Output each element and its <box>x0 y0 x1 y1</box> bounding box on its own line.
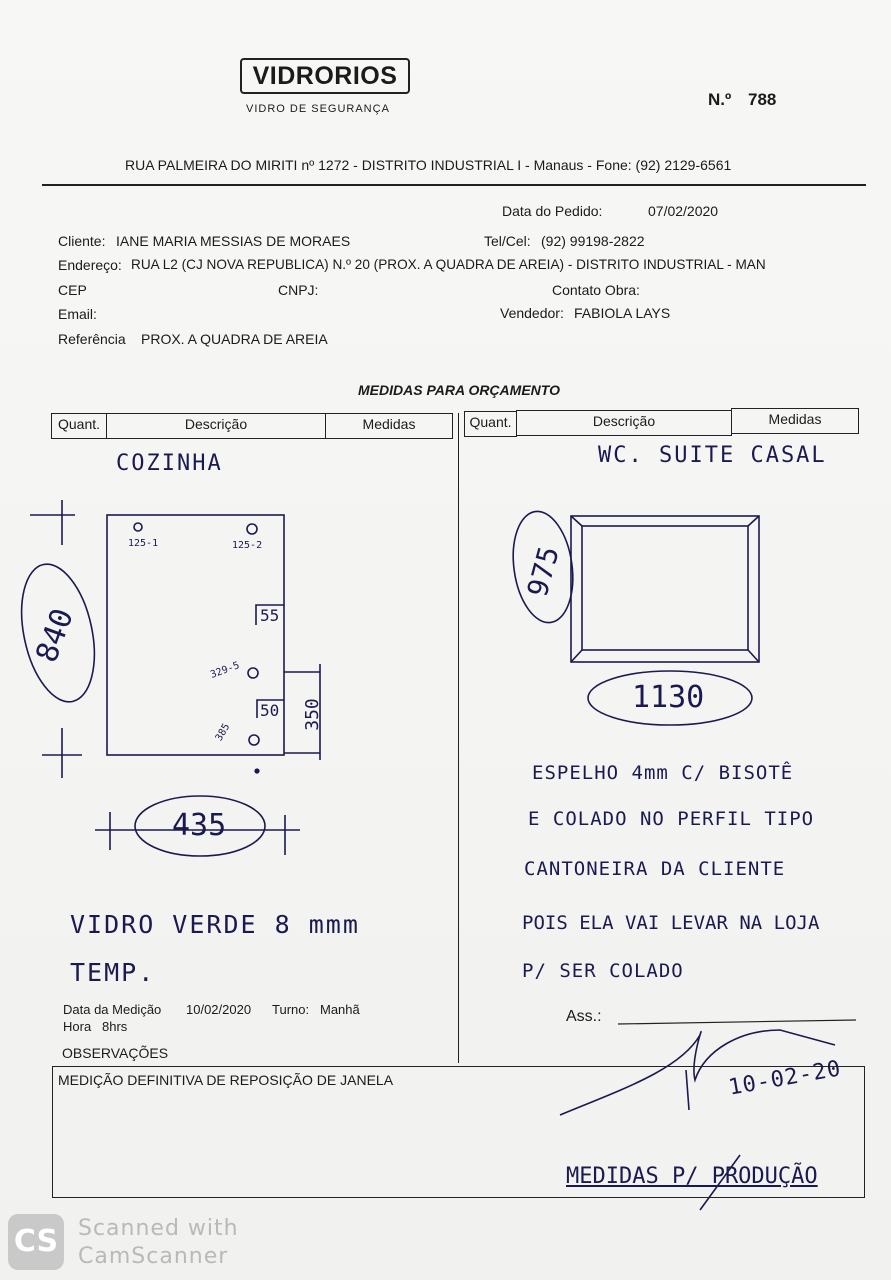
height-tick-bottom <box>42 728 82 778</box>
glass-note-2: TEMP. <box>70 958 156 987</box>
mirror-note-3: CANTONEIRA DA CLIENTE <box>524 858 786 880</box>
order-number-value: 788 <box>748 90 777 109</box>
email-label: Email: <box>58 306 97 322</box>
watermark-line-2: CamScanner <box>78 1244 229 1269</box>
order-date-label: Data do Pedido: <box>502 203 603 219</box>
hole-label-1: 125-1 <box>128 538 159 549</box>
brand-tagline: VIDRO DE SEGURANÇA <box>246 103 390 115</box>
address-value: RUA L2 (CJ NOVA REPUBLICA) N.º 20 (PROX. A QUADRA DE AREIA) - DISTRITO INDUSTRIAL - MAN <box>131 257 766 272</box>
cep-label: CEP <box>58 282 87 298</box>
right-header-measures: Medidas <box>731 408 859 434</box>
dot-mark-icon <box>255 769 259 773</box>
hole-label-4: 385 <box>213 721 233 744</box>
mirror-note-5: P/ SER COLADO <box>522 960 684 982</box>
left-header-measures: Medidas <box>325 413 453 439</box>
address-label: Endereço: <box>58 257 122 273</box>
reference-value: PROX. A QUADRA DE AREIA <box>141 331 328 347</box>
offset-50: 50 <box>260 701 280 720</box>
mirror-outer <box>571 516 759 662</box>
phone-value: (92) 99198-2822 <box>541 233 645 249</box>
hole-4-icon <box>249 735 259 745</box>
seller-label: Vendedor: <box>500 305 564 321</box>
signature-date: 10-02-20 <box>726 1056 844 1101</box>
client-value: IANE MARIA MESSIAS DE MORAES <box>116 233 351 249</box>
wc-room-note: WC. SUITE CASAL <box>598 443 827 468</box>
hole-label-2: 125-2 <box>232 540 263 551</box>
hole-label-3: 329-5 <box>209 660 242 681</box>
hole-3-icon <box>248 668 258 678</box>
shift-label: Turno: <box>272 1002 310 1017</box>
contact-label: Contato Obra: <box>552 282 640 298</box>
measurement-date-value: 10/02/2020 <box>186 1002 252 1017</box>
phone-label: Tel/Cel: <box>484 233 531 249</box>
observations-label: OBSERVAÇÕES <box>62 1045 169 1061</box>
glass-note-1: VIDRO VERDE 8 mmm <box>70 910 360 939</box>
mirror-note-2: E COLADO NO PERFIL TIPO <box>528 808 815 830</box>
measurement-date-label: Data da Medição <box>63 1002 162 1017</box>
offset-55: 55 <box>260 606 280 625</box>
camscanner-logo-icon: CS <box>8 1214 64 1270</box>
reference-label: Referência <box>58 331 126 347</box>
kitchen-width: 435 <box>172 808 227 843</box>
observation-text: MEDIÇÃO DEFINITIVA DE REPOSIÇÃO DE JANELA <box>58 1072 394 1088</box>
hour-value: 8hrs <box>102 1019 128 1034</box>
left-header-description: Descrição <box>106 413 326 439</box>
mirror-inner <box>582 526 748 650</box>
left-header-quant: Quant. <box>51 413 107 439</box>
cnpj-label: CNPJ: <box>278 282 319 298</box>
seller-value: FABIOLA LAYS <box>574 305 671 321</box>
client-label: Cliente: <box>58 233 106 249</box>
mirror-note-4: POIS ELA VAI LEVAR NA LOJA <box>522 912 820 934</box>
kitchen-height: 840 <box>29 604 81 667</box>
section-title: MEDIDAS PARA ORÇAMENTO <box>358 382 560 398</box>
signature-label: Ass.: <box>566 1008 602 1025</box>
mirror-height: 975 <box>520 542 566 601</box>
hole-2-icon <box>247 524 257 534</box>
production-note: MEDIDAS P/ PRODUÇÃO <box>566 1164 818 1189</box>
right-header-quant: Quant. <box>464 411 517 437</box>
brand-logo: VIDRORIOS <box>240 58 410 94</box>
offset-350: 350 <box>301 698 323 731</box>
company-address: RUA PALMEIRA DO MIRITI nº 1272 - DISTRITO INDUSTRIAL I - Manaus - Fone: (92) 2129-6561 <box>125 157 732 173</box>
kitchen-room-note: COZINHA <box>116 451 223 476</box>
shift-value: Manhã <box>320 1002 360 1017</box>
kitchen-glass-outline <box>107 515 284 755</box>
mirror-note-1: ESPELHO 4mm C/ BISOTÊ <box>532 762 794 784</box>
hour-label: Hora <box>63 1019 92 1034</box>
watermark-line-1: Scanned with <box>78 1216 239 1241</box>
signature-line <box>618 1020 856 1024</box>
order-number-label: N.º <box>708 90 732 109</box>
order-date-value: 07/02/2020 <box>648 203 719 219</box>
height-tick-top <box>30 500 75 545</box>
right-header-description: Descrição <box>516 410 732 436</box>
hole-1-icon <box>134 523 142 531</box>
mirror-width: 1130 <box>632 680 705 715</box>
